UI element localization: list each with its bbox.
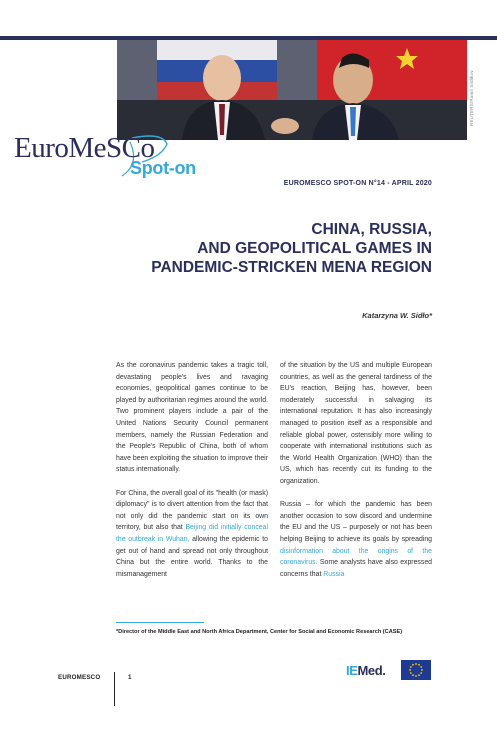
footer-divider (114, 672, 115, 706)
paragraph: As the coronavirus pandemic takes a tragic toll, devastating people's lives and ravaging economies, geopolitical games continue to be played by authoritarian regimes around the world. Two prominent players include a pair of the United Nations Security Council permanent members, namely the Russian Federation and the People's Republic of China, both of whom have been exploiting the situation to improve their status internationally. (116, 362, 268, 474)
photo-credit: REUTERS/Ramil Sitdikov (469, 70, 474, 126)
issue-line: EUROMESCO SPOT-ON N°14 - APRIL 2020 (283, 180, 432, 187)
title-line: CHINA, RUSSIA, (311, 221, 432, 238)
footnote: *Director of the Middle East and North Africa Department, Center for Social and Economic Research (CASE) (116, 629, 403, 635)
link-russia[interactable]: Russia (323, 570, 345, 578)
cover-photo (117, 40, 467, 140)
euromesco-logo (12, 128, 252, 186)
eu-flag-icon (401, 660, 431, 680)
iemed-logo-part: IE (346, 663, 358, 678)
title-line: PANDEMIC-STRICKEN MENA REGION (151, 259, 432, 276)
paragraph-text: For China, the overall goal of its "health (or mask) diplomacy" is to divert attention from the fact that not only did the pandemic start on its own territory, but also that (116, 489, 268, 532)
paragraph: of the situation by the US and multiple European countries, as well as the general tardiness of the EU's reaction, Beijing has, however, been moderately successful in salvaging its international reputation. It has also increasingly managed to position itself as a responsible and reliable global power, ostensibly more willing to cooperate with international institutions such as the World Health Organization (WHO) than the US, which has recently cut its funding to the organization. (280, 362, 432, 485)
logo-subtitle: Spot-on (130, 158, 196, 178)
left-column (116, 360, 268, 592)
footer-brand: EUROMESCO (58, 674, 101, 681)
link-wuhan-concealment[interactable]: Beijing did initially conceal the outbreak in Wuhan, (116, 524, 268, 543)
footnote-rule (116, 622, 204, 623)
title-line: AND GEOPOLITICAL GAMES IN (197, 240, 432, 257)
paragraph (280, 499, 432, 580)
document-title (92, 220, 432, 277)
paragraph-text: Some analysts have also expressed concerns that (280, 559, 432, 578)
paragraph-text: Russia – for which the pandemic has been another occasion to sow discord and undermine the EU and the US – purposely or not has been helping Beijing to achieve its goals by spreading (280, 501, 432, 543)
iemed-logo-part: Med. (357, 663, 386, 678)
right-column (280, 360, 432, 592)
link-disinformation[interactable]: disinformation about the origins of the coronavirus. (280, 547, 432, 567)
body-columns (116, 360, 433, 630)
page-number: 1 (128, 674, 132, 681)
logo-wordmark: EuroMeSCo (14, 132, 155, 164)
iemed-logo (346, 663, 386, 678)
paragraph-text: allowing the epidemic to get out of hand and spread not only throughout China but the entire world. Thanks to the mismanagement (116, 535, 268, 578)
paragraph (116, 488, 268, 581)
author-name: Katarzyna W. Sidło* (362, 311, 432, 320)
